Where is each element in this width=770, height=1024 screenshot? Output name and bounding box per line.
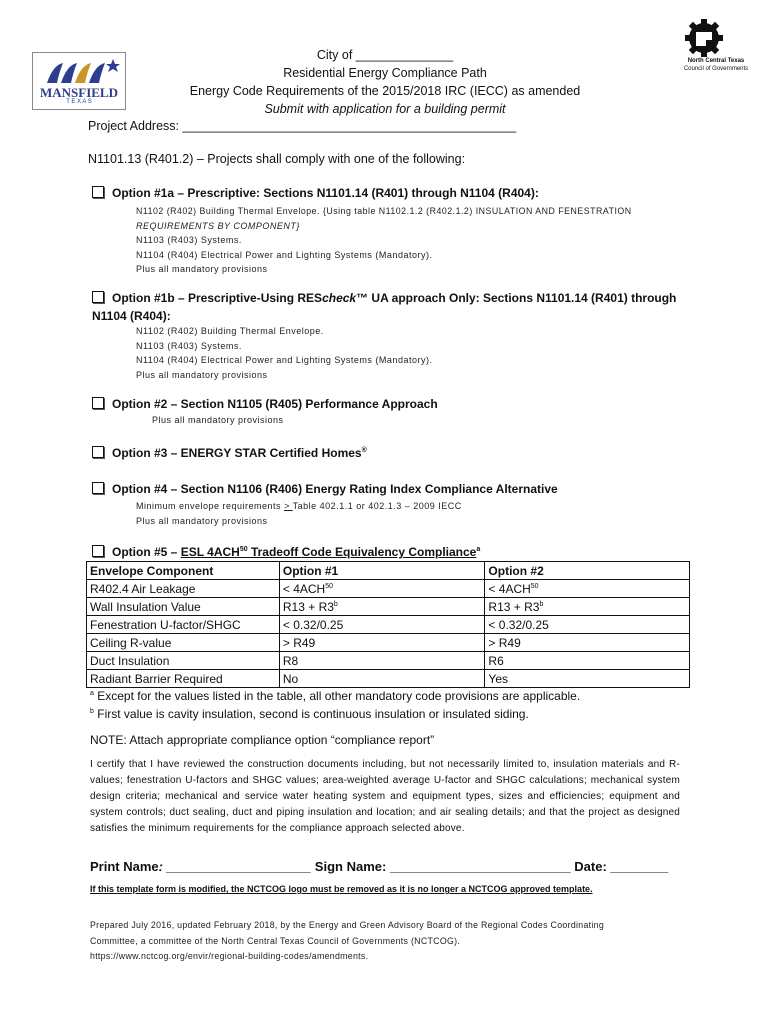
table-row xyxy=(87,652,690,670)
table-row xyxy=(87,580,690,598)
option-4-details xyxy=(136,499,462,528)
prepared-line-3[interactable]: https://www.nctcog.org/envir/regional-building-codes/amendments. xyxy=(90,951,369,961)
option-1a-line-5: Plus all mandatory provisions xyxy=(136,264,268,274)
table-row xyxy=(87,634,690,652)
option-4-line-1-c: Table 402.1.1 or 402.1.3 – 2009 IECC xyxy=(292,501,462,511)
nctcog-logo xyxy=(676,18,756,74)
option-5-sup: 50 xyxy=(239,546,248,553)
certify-paragraph: I certify that I have reviewed the construction documents including, but not necessarily limited to, insulation materials and R-values; fenestration U-factors and SHGC values; area-weighted average U-factor and SHGC calculations; mechanical system design criteria; mechanical and service water heating system and equipment types, sizes and efficiencies; equipment and system controls; duct sealing, duct and piping insulation and location; and air sealing details; and that the project as designed satisfies the minimum requirements for the compliance approach selected above. xyxy=(90,759,680,834)
mansfield-emblem-icon xyxy=(33,53,125,89)
option-1a-line-4: N1104 (R404) Electrical Power and Lighting Systems (Mandatory). xyxy=(136,249,433,260)
option-5-sup2: a xyxy=(476,546,481,553)
option-4 xyxy=(92,482,558,496)
option-3-title: Option #3 – ENERGY STAR Certified Homes xyxy=(112,446,362,460)
warning: If this template form is modified, the NCTCOG logo must be removed as it is no longer a NCTCOG approved template. xyxy=(90,884,593,894)
table-cell: R8 xyxy=(279,652,485,670)
table-cell xyxy=(485,598,690,616)
table-cell xyxy=(279,580,485,598)
option-1a-line-3: N1103 (R403) Systems. xyxy=(136,235,242,245)
table-row xyxy=(87,616,690,634)
prepared-line-2: Committee, a committee of the North Central Texas Council of Governments (NCTCOG). xyxy=(90,935,461,946)
ach-sup: 50 xyxy=(530,582,539,590)
table-cell: Ceiling R-value xyxy=(87,634,280,652)
mansfield-sub: T E X A S xyxy=(66,99,92,105)
table-cell: < 0.32/0.25 xyxy=(279,616,485,634)
option-5 xyxy=(92,545,480,559)
table-row xyxy=(87,598,690,616)
option-2-title: Option #2 – Section N1105 (R405) Performance Approach xyxy=(112,397,438,411)
option-1b-checkbox[interactable] xyxy=(92,291,104,303)
option-1b-line-3: N1104 (R404) Electrical Power and Lighting Systems (Mandatory). xyxy=(136,355,433,365)
footnote-b-mark: b xyxy=(90,708,94,715)
mansfield-name: MANSFIELD xyxy=(39,85,118,100)
option-3 xyxy=(92,446,367,460)
wall-opt1: R13 + R3 xyxy=(282,599,334,614)
footnote-b-text: First value is cavity insulation, second is continuous insulation or insulated siding. xyxy=(97,707,529,721)
option-4-line-2: Plus all mandatory provisions xyxy=(136,515,268,526)
option-5-checkbox[interactable] xyxy=(92,545,104,557)
option-1b-title-d: N1104 (R404): xyxy=(92,309,171,323)
b-sup: b xyxy=(539,600,544,608)
option-2-checkbox[interactable] xyxy=(92,397,104,409)
table-header-row xyxy=(87,562,690,580)
nctcog-line2: Council of Governments xyxy=(683,66,749,72)
table-cell: No xyxy=(279,670,485,688)
table-cell: R6 xyxy=(485,652,690,670)
footnote-a xyxy=(90,689,580,703)
option-1b-title-b: check xyxy=(322,291,357,305)
project-address: Project Address: ________________________________________________ xyxy=(88,119,517,133)
table-header: Option #1 xyxy=(279,562,485,580)
table-header: Envelope Component xyxy=(87,562,280,580)
option-1a-title: Option #1a – Prescriptive: Sections N1101.14 (R401) through N1104 (R404): xyxy=(112,186,539,200)
ach-sup: 50 xyxy=(325,582,334,590)
wall-opt2: R13 + R3 xyxy=(488,599,540,614)
print-name-label: Print Name xyxy=(90,859,159,874)
option-5-title-a: Option #5 – xyxy=(112,545,181,559)
table-header: Option #2 xyxy=(485,562,690,580)
option-4-title: Option #4 – Section N1106 (R406) Energy Rating Index Compliance Alternative xyxy=(112,482,558,496)
option-3-sup: ® xyxy=(361,447,367,454)
table-cell: > R49 xyxy=(485,634,690,652)
option-2-line-1: Plus all mandatory provisions xyxy=(152,415,284,425)
option-1a xyxy=(92,186,539,200)
table-cell: Fenestration U-factor/SHGC xyxy=(87,616,280,634)
doc-title: Residential Energy Compliance Path xyxy=(283,66,487,80)
b-sup: b xyxy=(333,600,338,608)
option-4-line-1 xyxy=(136,499,462,514)
table-cell xyxy=(279,598,485,616)
option-3-checkbox[interactable] xyxy=(92,446,104,458)
nctcog-line1: North Central Texas xyxy=(687,58,745,64)
prepared-block xyxy=(90,918,604,965)
option-4-line-1-b: > xyxy=(284,501,293,511)
signature-line xyxy=(90,859,668,874)
option-1a-checkbox[interactable] xyxy=(92,186,104,198)
note: NOTE: Attach appropriate compliance option “compliance report” xyxy=(90,733,435,747)
option-5-title-b: ESL 4ACH xyxy=(180,545,240,559)
table-cell: Yes xyxy=(485,670,690,688)
city-line: City of ______________ xyxy=(316,48,454,62)
table-cell: Radiant Barrier Required xyxy=(87,670,280,688)
option-1b-line-1: N1102 (R402) Building Thermal Envelope. xyxy=(136,326,324,336)
table-cell: > R49 xyxy=(279,634,485,652)
mansfield-logo xyxy=(32,52,126,110)
option-4-line-1-a: Minimum envelope requirements xyxy=(136,501,285,511)
submit-line: Submit with application for a building permit xyxy=(264,102,506,116)
option-2 xyxy=(92,397,438,411)
table-cell xyxy=(485,580,690,598)
option-1b-line-2: N1103 (R403) Systems. xyxy=(136,340,242,351)
option-1a-line-2: REQUIREMENTS BY COMPONENT} xyxy=(136,220,300,231)
footnote-b xyxy=(90,707,529,721)
air-leakage-opt1: < 4ACH xyxy=(282,581,326,596)
table-row xyxy=(87,670,690,688)
intro-line: N1101.13 (R401.2) – Projects shall comply with one of the following: xyxy=(88,152,466,166)
option-1b-details xyxy=(136,324,432,382)
prepared-line-1: Prepared July 2016, updated February 2018, by the Energy and Green Advisory Board of the Regional Codes Coordinating xyxy=(90,920,605,930)
option-1b-title-a: Option #1b – Prescriptive-Using RES xyxy=(112,291,323,305)
table-cell: R402.4 Air Leakage xyxy=(87,580,280,598)
air-leakage-opt2: < 4ACH xyxy=(488,581,531,596)
option-4-checkbox[interactable] xyxy=(92,482,104,494)
footnote-a-mark: a xyxy=(90,690,94,697)
option-5-title-c: Tradeoff Code Equivalency Compliance xyxy=(247,545,477,559)
requirements-line: Energy Code Requirements of the 2015/2018 IRC (IECC) as amended xyxy=(189,84,581,98)
option-1b-line-4: Plus all mandatory provisions xyxy=(136,369,268,380)
compliance-table xyxy=(86,561,690,688)
option-5-title-underlined xyxy=(181,545,477,559)
table-cell: Wall Insulation Value xyxy=(87,598,280,616)
option-1a-line-1: N1102 (R402) Building Thermal Envelope. {Using table N1102.1.2 (R402.1.2) INSULATION AND FENESTRATION xyxy=(136,206,632,216)
option-1b-title-c: ™ UA approach Only: Sections N1101.14 (R401) through xyxy=(356,291,677,305)
table-cell: < 0.32/0.25 xyxy=(485,616,690,634)
option-1a-details xyxy=(136,204,686,277)
sign-date-fields[interactable]: Sign Name: _________________________ Date: ________ xyxy=(311,859,669,874)
gear-icon xyxy=(682,18,726,58)
print-name-field[interactable]: : ____________________ xyxy=(158,859,312,874)
table-cell: Duct Insulation xyxy=(87,652,280,670)
footnote-a-text: Except for the values listed in the table, all other mandatory code provisions are applicable. xyxy=(97,689,581,703)
option-1b xyxy=(92,291,676,305)
